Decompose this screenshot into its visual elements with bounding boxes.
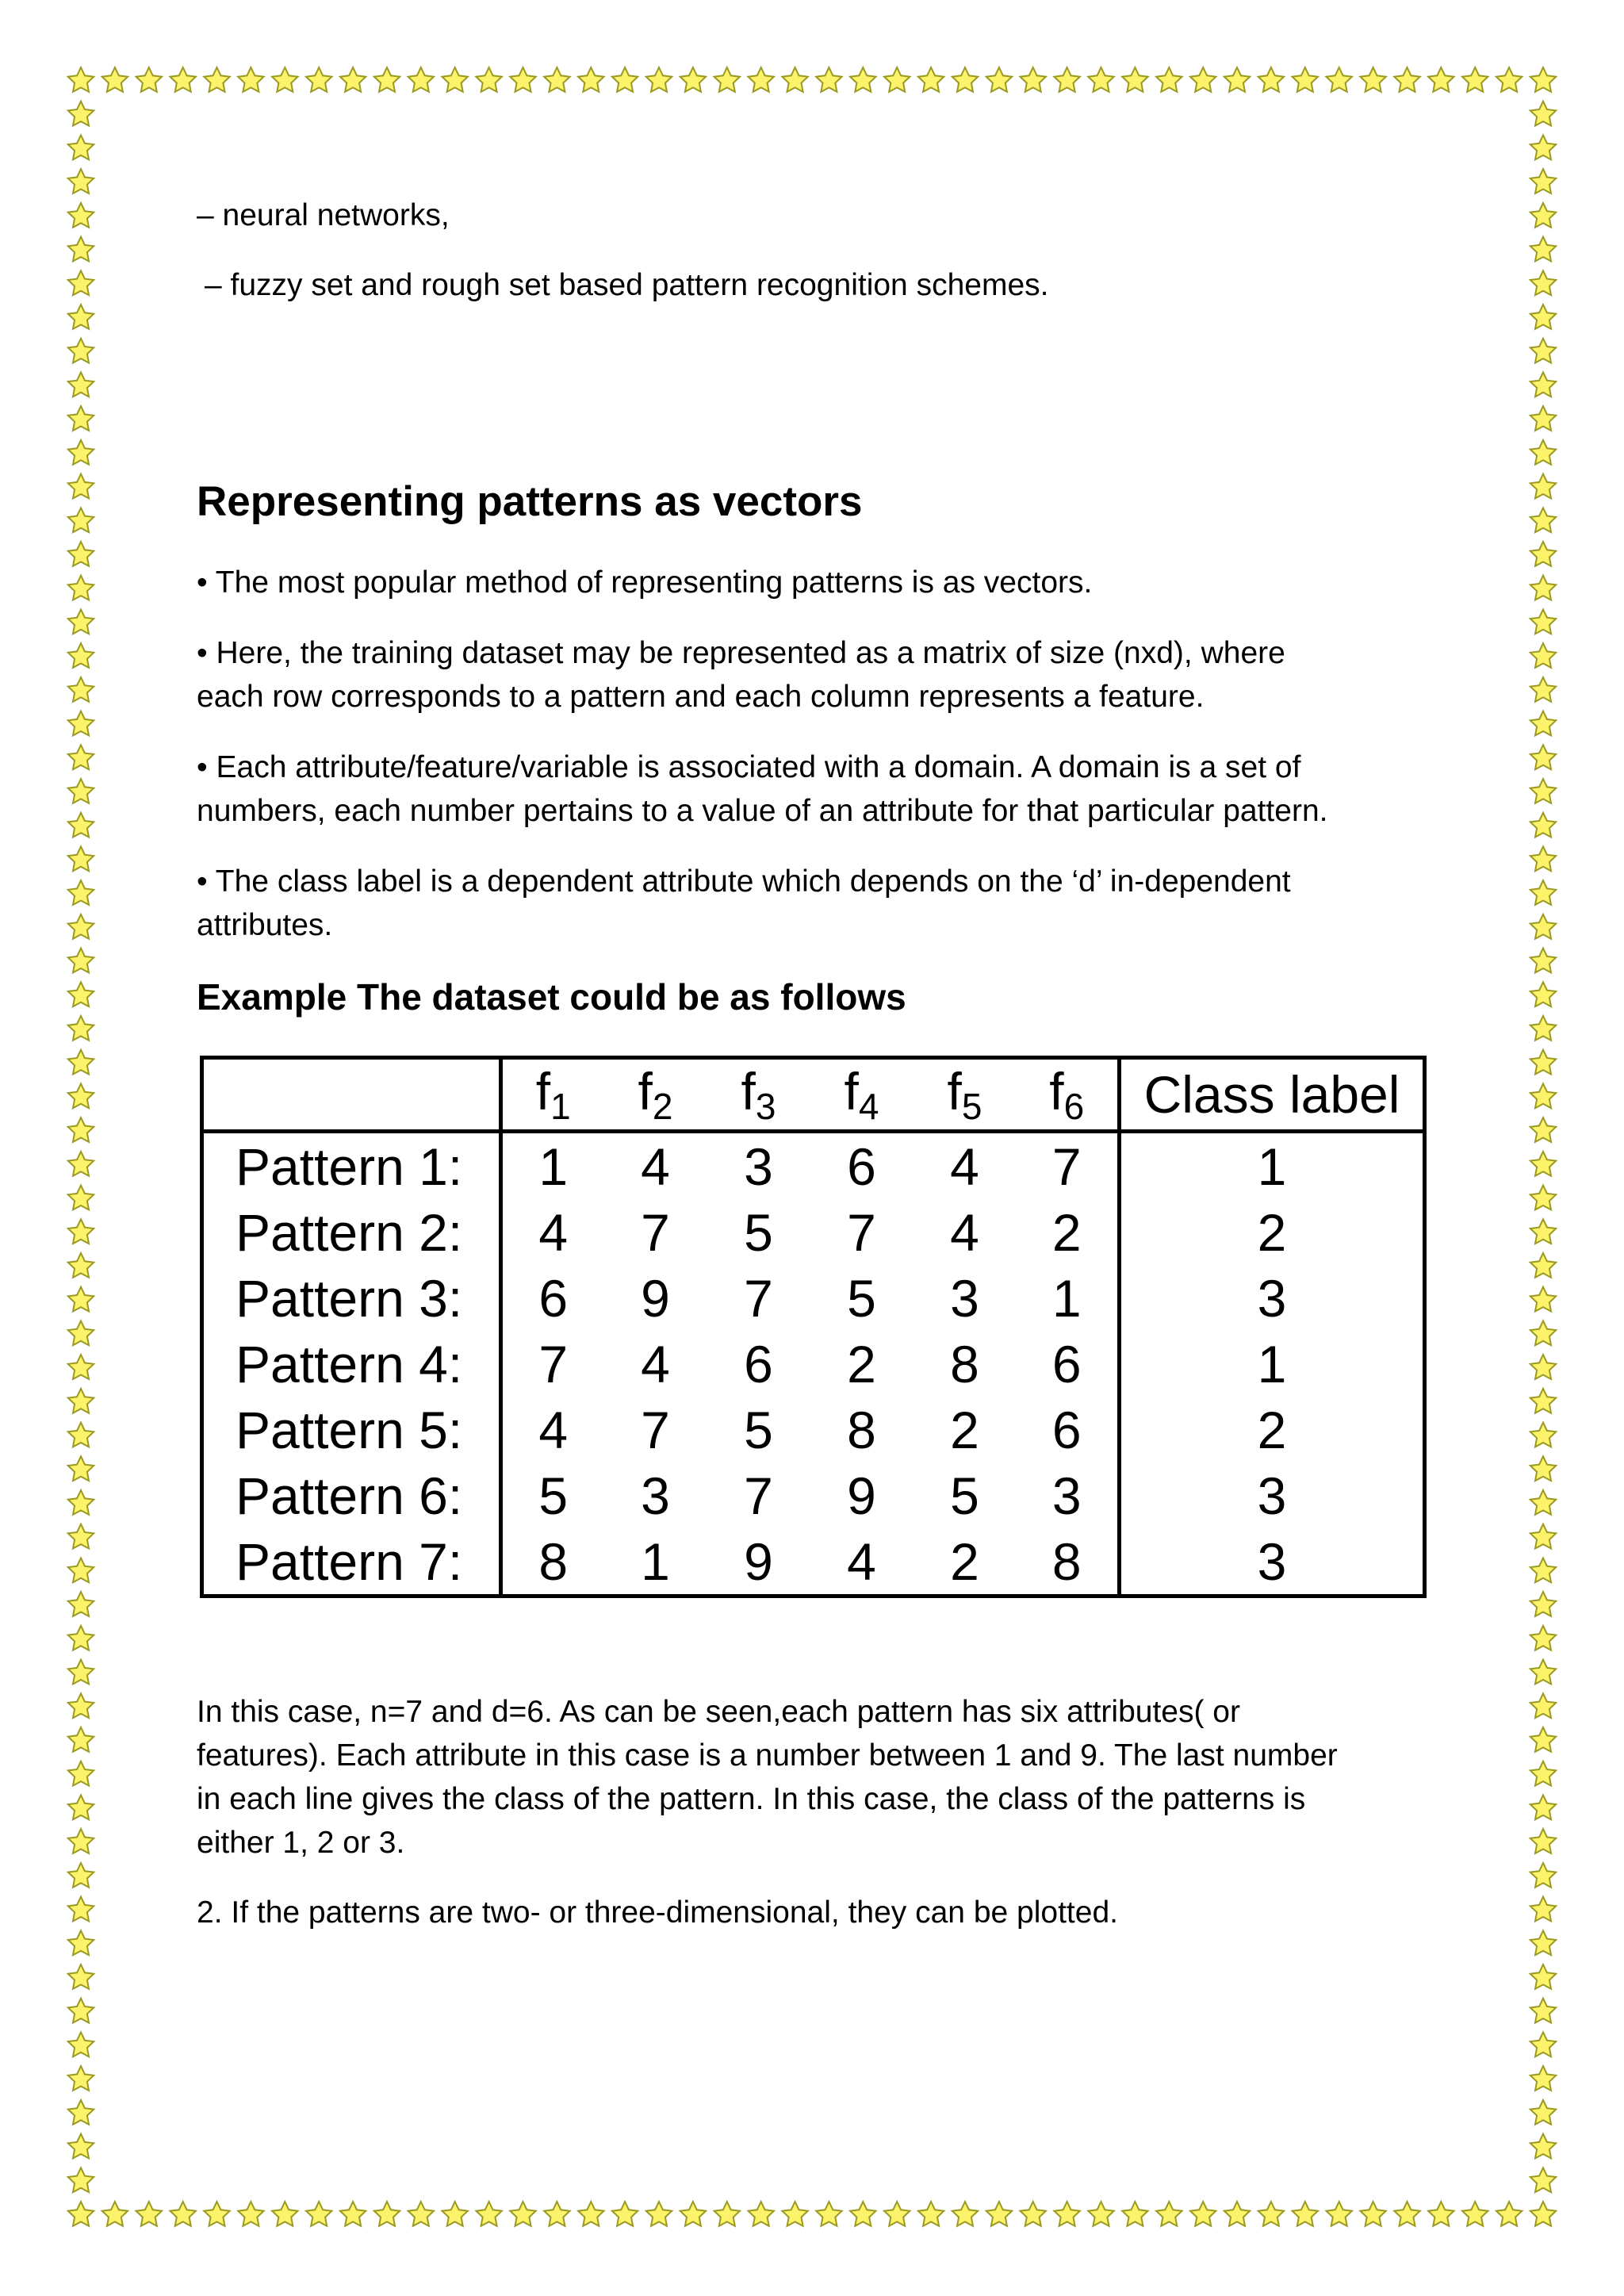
closing-paragraph-line2: features). Each attribute in this case is a number between 1 and 9. The last number [197, 1738, 1338, 1773]
table-cell: 3 [641, 1466, 670, 1525]
table-cell: 8 [950, 1334, 979, 1393]
table-row [202, 1132, 1425, 1200]
table-cell: 4 [501, 1199, 604, 1265]
table-cell: 6 [501, 1265, 604, 1331]
section-heading: Representing patterns as vectors [197, 478, 863, 525]
table-cell: 3 [950, 1268, 979, 1328]
table-header-row [202, 1058, 1425, 1132]
table-cell: 7 [501, 1331, 604, 1397]
table-cell: 2 [950, 1400, 979, 1459]
table-row [202, 1462, 1425, 1528]
table-cell: 7 [641, 1400, 670, 1459]
table-corner-cell [202, 1058, 501, 1132]
table-cell: 2 [914, 1528, 1017, 1596]
table-cell: 7 [1051, 1137, 1082, 1196]
table-cell: 3 [1051, 1466, 1082, 1525]
row-label: Pattern 3: [202, 1265, 501, 1331]
table-row [202, 1331, 1425, 1397]
class-cell: 2 [1120, 1199, 1425, 1265]
closing-paragraph-plotting: 2. If the patterns are two- or three-dimensional, they can be plotted. [197, 1895, 1118, 1930]
table-cell: 7 [744, 1268, 773, 1328]
table-cell: 1 [1051, 1268, 1082, 1328]
column-header-class-label: Class label [1120, 1058, 1425, 1132]
table-row [202, 1528, 1425, 1596]
class-cell: 2 [1120, 1397, 1425, 1462]
table-cell: 4 [641, 1334, 670, 1393]
table-cell: 5 [744, 1202, 773, 1262]
class-cell: 1 [1120, 1132, 1425, 1200]
row-label: Pattern 5: [202, 1397, 501, 1462]
class-cell: 3 [1120, 1462, 1425, 1528]
dataset-table [200, 1056, 1427, 1598]
table-cell: 1 [501, 1132, 604, 1200]
class-cell: 3 [1120, 1528, 1425, 1596]
table-cell: 4 [501, 1397, 604, 1462]
table-cell: 7 [641, 1202, 670, 1262]
paragraph-vectors: • The most popular method of representing patterns is as vectors. [197, 565, 1093, 600]
paragraph-class-label-line1: • The class label is a dependent attribute which depends on the ‘d’ in-dependent [197, 864, 1291, 899]
table-cell: 6 [1051, 1334, 1082, 1393]
table-cell: 2 [847, 1334, 876, 1393]
class-cell: 3 [1120, 1265, 1425, 1331]
closing-paragraph-line4: either 1, 2 or 3. [197, 1826, 405, 1860]
table-cell: 9 [641, 1268, 670, 1328]
table-cell: 9 [847, 1466, 876, 1525]
table-row [202, 1265, 1425, 1331]
table-cell: 6 [847, 1137, 876, 1196]
table-cell: 2 [1051, 1202, 1082, 1262]
table-cell: 7 [744, 1466, 773, 1525]
column-header-f2: $f_2$ [604, 1058, 707, 1132]
closing-paragraph-line3: in each line gives the class of the pattern. In this case, the class of the patterns is [197, 1782, 1306, 1816]
row-label: Pattern 7: [202, 1528, 501, 1596]
table-cell: 5 [501, 1462, 604, 1528]
column-header-f4: $f_4$ [810, 1058, 914, 1132]
row-label: Pattern 2: [202, 1199, 501, 1265]
table-cell: 6 [744, 1334, 773, 1393]
class-cell: 1 [1120, 1331, 1425, 1397]
table-cell: 4 [950, 1137, 979, 1196]
row-label: Pattern 6: [202, 1462, 501, 1528]
row-label: Pattern 4: [202, 1331, 501, 1397]
paragraph-domain-line2: numbers, each number pertains to a value of an attribute for that particular pattern. [197, 794, 1328, 828]
table-cell: 5 [847, 1268, 876, 1328]
table-cell: 7 [847, 1202, 876, 1262]
table-cell: 4 [641, 1137, 670, 1196]
table-cell: 5 [950, 1466, 979, 1525]
table-cell: 5 [744, 1400, 773, 1459]
table-cell: 9 [707, 1528, 810, 1596]
table-row [202, 1397, 1425, 1462]
paragraph-domain-line1: • Each attribute/feature/variable is associated with a domain. A domain is a set of [197, 750, 1301, 784]
column-header-f3: $f_3$ [707, 1058, 810, 1132]
table-cell: 6 [1051, 1400, 1082, 1459]
row-label: Pattern 1: [202, 1132, 501, 1200]
table-cell: 8 [1017, 1528, 1120, 1596]
table-cell: 4 [950, 1202, 979, 1262]
list-item-fuzzy-rough-sets: – fuzzy set and rough set based pattern recognition schemes. [205, 268, 1049, 302]
column-header-f1: $f_1$ [501, 1058, 604, 1132]
table-cell: 8 [501, 1528, 604, 1596]
column-header-f5: $f_5$ [914, 1058, 1017, 1132]
paragraph-matrix-line2: each row corresponds to a pattern and each column represents a feature. [197, 680, 1205, 714]
column-header-f6: $f_6$ [1017, 1058, 1120, 1132]
table-cell: 3 [744, 1137, 773, 1196]
table-row [202, 1199, 1425, 1265]
table-cell: 4 [810, 1528, 914, 1596]
closing-paragraph-line1: In this case, n=7 and d=6. As can be seen,each pattern has six attributes( or [197, 1695, 1240, 1729]
table-cell: 8 [847, 1400, 876, 1459]
list-item-neural-networks: – neural networks, [197, 198, 450, 232]
paragraph-matrix-line1: • Here, the training dataset may be represented as a matrix of size (nxd), where [197, 636, 1285, 670]
paragraph-class-label-line2: attributes. [197, 908, 333, 942]
example-heading: Example The dataset could be as follows [197, 976, 906, 1018]
table-cell: 1 [604, 1528, 707, 1596]
